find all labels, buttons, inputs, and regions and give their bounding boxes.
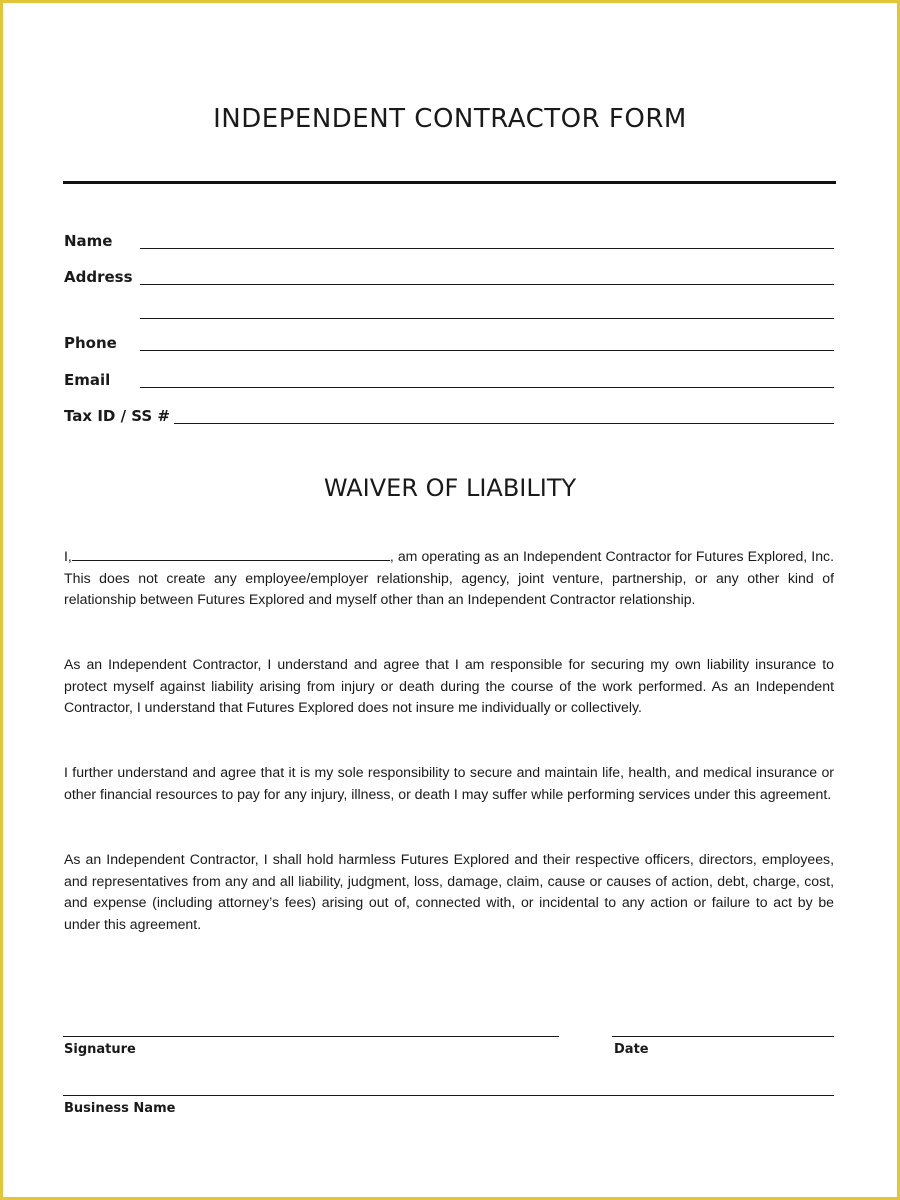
signature-label: Signature — [64, 1042, 136, 1057]
waiver-paragraph-3: I further understand and agree that it is my sole responsibility to secure and maintain life, health, and medical insurance or other financial resources to pay for any injury, illness, or death I may suffer while performing services under this agreement. — [64, 764, 834, 802]
name-field[interactable] — [140, 248, 834, 249]
contractor-name-blank[interactable] — [72, 547, 390, 561]
business-name-label: Business Name — [64, 1101, 176, 1116]
phone-label: Phone — [64, 334, 117, 352]
date-field[interactable] — [612, 1036, 834, 1037]
waiver-paragraph-1 — [64, 546, 834, 611]
tax-id-field[interactable] — [174, 423, 834, 424]
phone-field[interactable] — [140, 350, 834, 351]
form-title: INDEPENDENT CONTRACTOR FORM — [213, 104, 687, 134]
name-label: Name — [64, 232, 113, 250]
address-field-line-1[interactable] — [140, 284, 834, 285]
signature-field[interactable] — [63, 1036, 559, 1037]
email-label: Email — [64, 371, 111, 389]
address-field-line-2[interactable] — [140, 318, 834, 319]
email-field[interactable] — [140, 387, 834, 388]
waiver-title: WAIVER OF LIABILITY — [323, 474, 577, 502]
title-divider — [63, 181, 836, 184]
waiver-paragraph-4: As an Independent Contractor, I shall hold harmless Futures Explored and their respective officers, directors, employees, and representatives from any and all liability, judgment, loss, damage, claim, cause or causes of action, debt, charge, cost, and expense (including attorney’s fees) arising out of, connected with, or incidental to any action or failure to act by be under this agreement. — [64, 851, 834, 933]
paragraph-1-text: , am operating as an Independent Contractor for Futures Explored, Inc. This does not create any employee/employer relationship, agency, joint venture, partnership, or any other kind of relationship between Futures Explored and myself other than an Independent Contractor relationship. — [64, 548, 834, 608]
date-label: Date — [614, 1042, 649, 1057]
business-name-field[interactable] — [63, 1095, 834, 1096]
waiver-paragraph-2: As an Independent Contractor, I understand and agree that I am responsible for securing my own liability insurance to protect myself against liability arising from injury or death during the course of the work performed. As an Independent Contractor, I understand that Futures Explored does not insure me individually or collectively. — [64, 656, 834, 716]
address-label: Address — [64, 268, 133, 286]
paragraph-1-prefix: I, — [64, 548, 72, 564]
tax-id-label: Tax ID / SS # — [64, 407, 170, 425]
